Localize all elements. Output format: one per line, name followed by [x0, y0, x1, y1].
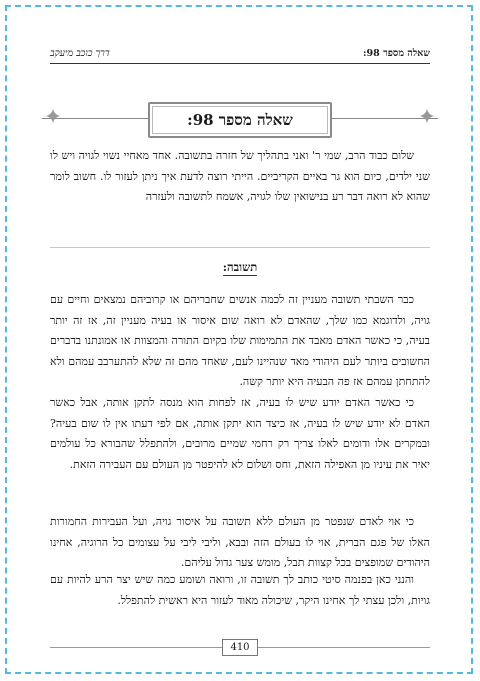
section-divider	[50, 247, 430, 248]
question-title: שאלה מספר 98:	[148, 102, 332, 138]
answer-paragraph-2: כי כאשר האדם יודע שיש לו בעיה, אז לפחות הוא מנסה לתקן אותה, אבל כאשר האדם לא יודע שיש לו בעיה, אז כיצד הוא יתקן אותה, אם לפי דעתו אין לו שום בעיה? ובמקרים אלו ודומים לאלו צריך רק רחמי שמיים מרובים, ולהתפלל שהבורא כל עולמים יאיר את עיניו מן האפילה הזאת, וחס ושלום לא להיפטר מן העולם עם העבירה הזאת.	[50, 396, 430, 471]
ornament-star-icon: ✦	[417, 105, 437, 130]
page-number: 410	[222, 639, 258, 656]
running-header	[50, 46, 430, 60]
answer-paragraph-1: כבר השבתי תשובה מעניין זה לכמה אנשים שחבריהם או קרוביהם נמצאים וחיים עם גויה, ולדוגמא כמו שלך, שהאדם לא רואה שום איסור או בעיה מעניין זה, אז זה יותר בעיה, כי כאשר האדם מאבד את התמימות שלו בקיום התורה והמצוות או אמונתנו בדברים החשובים ביותר לעם היהודי מאד שנהיינו לעם, שאחד מהם זה שלא להתערבב עמהם ולא להתחתן עמהם אז פה הבעיה היא יותר קשה.	[50, 293, 430, 388]
title-banner	[42, 102, 438, 136]
answer-paragraph-4: והנני כאן בפנמה סיטי כותב לך תשובה זו, ורואה ושומע כמה שיש יצר הרע להיות עם גויות, ולכן עצתי לך אחינו היקר, שיכולה מאוד לעזור היא ראשית להתפלל.	[50, 573, 430, 607]
answer-heading	[50, 260, 430, 274]
question-paragraph: שלום כבוד הרב, שמי ר' ואני בתהליך של חזרה בתשובה. אחד מאחיי נשוי לגויה ויש לו שני ילדים, כיום הוא גר באיים הקריביים. הייתי רוצה לדעת איך ניתן לעזור לו. חשוב לומר שהוא לא רואה דבר רע בנישואין שלו לגויה, אשמח לתשובה ולעזרה	[50, 149, 430, 203]
answer-paragraph-3: כי אוי לאדם שנפטר מן העולם ללא תשובה על איסור גויה, ועל העבירות החמורות האלו של פגם הברית, אוי לו בעולם הזה ובבא, וליבי ליבי על עצומים כל הרוגיה, אחינו היהודים שמופצים בכל קצוות תבל, מומש צער גדול עליהם.	[50, 515, 430, 569]
ornament-star-icon: ✦	[43, 105, 63, 130]
header-book-title: דרך כוכב מיעקב	[50, 47, 110, 59]
book-page	[43, 0, 437, 681]
answer-heading-text: תשובה:	[222, 260, 258, 274]
header-rule	[50, 63, 430, 64]
page-footer	[50, 639, 430, 655]
header-question-number: שאלה מספר 98:	[363, 47, 430, 59]
